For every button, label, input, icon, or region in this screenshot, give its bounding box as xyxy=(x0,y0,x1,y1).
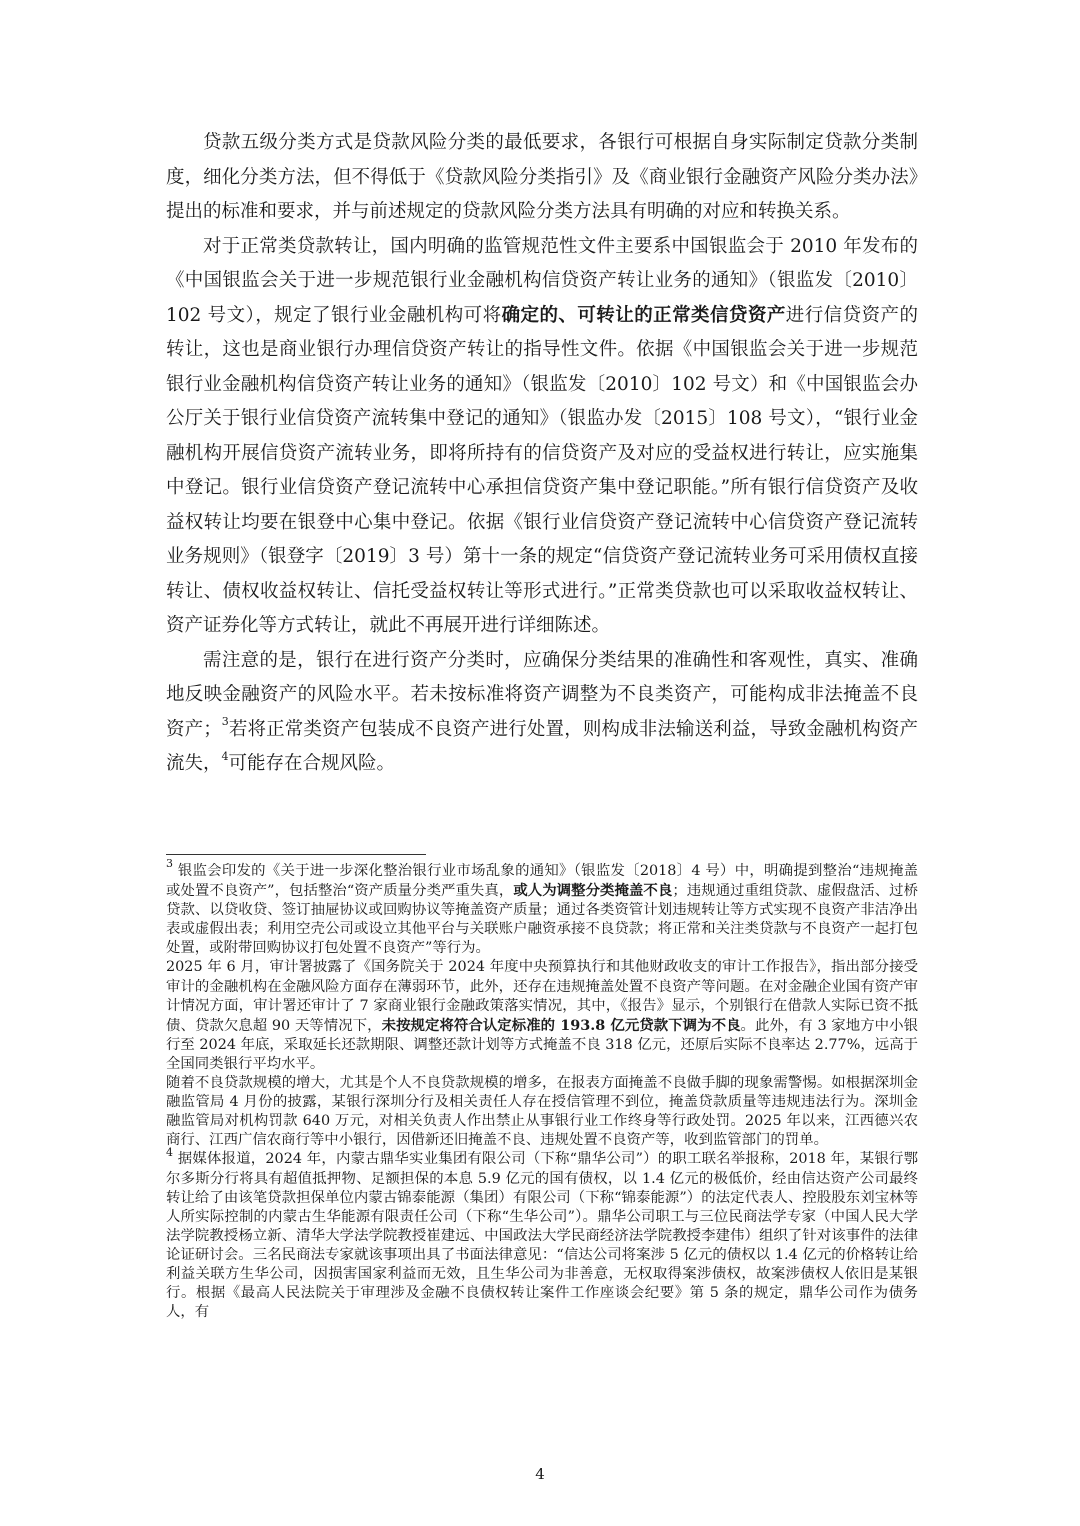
footnote-ref: 3 xyxy=(166,857,173,871)
text-run: ；违规通过重组贷款、虚假盘活、过桥贷款、以贷收贷、签订抽屉协议或回购协议等掩盖资产质量；通过各类资管计划违规转让等方式实现不良资产非洁净出表或虚假出表；利用空壳公司或设立其他平台与关联账户融资承接不良贷款；将正常和关注类贷款与不良资产一起打包处置，或附带回购协议打包处置不良资产”等行为。 xyxy=(166,883,918,957)
text-run: 贷款五级分类方式是贷款风险分类的最低要求，各银行可根据自身实际制定贷款分类制度，细化分类方法，但不得低于《贷款风险分类指引》及《商业银行金融资产风险分类办法》提出的标准和要求，并与前述规定的贷款风险分类方法具有明确的对应和转换关系。 xyxy=(166,132,918,222)
text-run: 随着不良贷款规模的增大，尤其是个人不良贷款规模的增多，在报表方面掩盖不良做手脚的现象需警惕。如根据深圳金融监管局 4 月份的披露，某银行深圳分行及相关责任人存在授信管理不到位，掩盖贷款质量等违规违法行为。深圳金融监管局对机构罚款 640 万元，对相关负责人作出禁止从事银行业工作终身等行政处罚。2025 年以来，江西德兴农商行、江西广信农商行等中小银行，因借新还旧掩盖不良、违规处置不良资产等，收到监管部门的罚单。 xyxy=(166,1075,918,1149)
footnote-3-continued xyxy=(166,1074,918,1150)
bold-text: 或人为调整分类掩盖不良 xyxy=(513,882,673,900)
footnote-ref: 4 xyxy=(221,749,229,763)
text-run: 可能存在合规风险。 xyxy=(228,753,396,774)
text-run: 2025 年 6 月，审计署披露了《国务院关于 2024 年度中央预算执行和其他财政收支的审计工作报告》，指出部分接受审计的金融机构在金融风险方面存在薄弱环节，此外，还存在违规掩盖处置不良资产等问题。在对金融企业国有资产审计情况方面，审计署还审计了 7 家商业银行金融政策落实情况，其中，《报告》显示，个别银行在借款人实际已资不抵债、贷款欠息超 90 天等情况下， xyxy=(166,959,918,1034)
body-paragraph xyxy=(166,644,918,782)
footnote-ref: 3 xyxy=(221,715,229,729)
footnote-separator xyxy=(166,854,426,855)
text-run: 若将正常类资产包装成不良资产进行处置，则构成非法输送利益，导致金融机构资产流失， xyxy=(166,718,918,774)
text-run: 对于正常类贷款转让，国内明确的监管规范性文件主要系中国银监会于 2010 年发布的《中国银监会关于进一步规范银行业金融机构信贷资产转让业务的通知》（银监发〔2010〕102 号文），规定了银行业金融机构可将 xyxy=(166,235,918,326)
text-run: 进行信贷资产的转让，这也是商业银行办理信贷资产转让的指导性文件。依据《中国银监会关于进一步规范银行业金融机构信贷资产转让业务的通知》（银监发〔2010〕102 号文）和《中国银监会办公厅关于银行业信贷资产流转集中登记的通知》（银监办发〔2015〕108 号文），“银行业金融机构开展信贷资产流转业务，即将所持有的信贷资产及对应的受益权进行转让，应实施集中登记。银行业信贷资产登记流转中心承担信贷资产集中登记职能。”所有银行信贷资产及收益权转让均要在银登中心集中登记。依据《银行业信贷资产登记流转中心信贷资产登记流转业务规则》（银登字〔2019〕3 号）第十一条的规定“信贷资产登记流转业务可采用债权直接转让、债权收益权转让、信托受益权转让等形式进行。”正常类贷款也可以采取收益权转让、资产证券化等方式转让，就此不再展开进行详细陈述。 xyxy=(166,304,918,636)
body-paragraph xyxy=(166,230,918,644)
text-run: 据媒体报道，2024 年，内蒙古鼎华实业集团有限公司（下称“鼎华公司”）的职工联名举报称，2018 年，某银行鄂尔多斯分行将具有超值抵押物、足额担保的本息 5.9 亿元的国有债权，以 1.4 亿元的极低价，经由信达资产公司最终转让给了由该笔贷款担保单位内蒙古锦泰能源（集团）有限公司（下称“锦泰能源”）的法定代表人、控股股东刘宝林等人所实际控制的内蒙古生华能源有限责任公司（下称“生华公司”）。鼎华公司职工与三位民商法学专家（中国人民大学法学院教授杨立新、清华大学法学院教授崔建远、中国政法大学民商经济法学院教授李建伟）组织了针对该事件的法律论证研讨会。三名民商法专家就该事项出具了书面法律意见：“信达公司将案涉 5 亿元的债权以 1.4 亿元的价格转让给利益关联方生华公司，因损害国家利益而无效，且生华公司为非善意，无权取得案涉债权，故案涉债权人依旧是某银行。根据《最高人民法院关于审理涉及金融不良债权转让案件工作座谈会纪要》第 5 条的规定，鼎华公司作为债务人，有 xyxy=(166,1151,918,1321)
footnote-3-continued xyxy=(166,958,918,1074)
text-run: 银监会印发的《关于进一步深化整治银行业市场乱象的通知》（银监发〔2018〕4 号）中，明确提到整治“违规掩盖或处置不良资产”，包括整治“资产质量分类严重失真， xyxy=(166,863,918,900)
body-text xyxy=(166,126,918,782)
footnotes xyxy=(166,857,918,1322)
body-paragraph xyxy=(166,126,918,230)
page-number: 4 xyxy=(535,1465,545,1483)
footnote-3 xyxy=(166,857,918,958)
bold-text: 未按规定将符合认定标准的 193.8 亿元贷款下调为不良 xyxy=(381,1016,741,1034)
footnote-4 xyxy=(166,1145,918,1322)
bold-text: 确定的、可转让的正常类信贷资产 xyxy=(501,304,786,326)
footnote-ref: 4 xyxy=(166,1145,173,1159)
text-run: 需注意的是，银行在进行资产分类时，应确保分类结果的准确性和客观性，真实、准确地反映金融资产的风险水平。若未按标准将资产调整为不良类资产，可能构成非法掩盖不良资产； xyxy=(166,649,918,740)
text-run: 。此外，有 3 家地方中小银行至 2024 年底，采取延长还款期限、调整还款计划等方式掩盖不良 318 亿元，还原后实际不良率达 2.77%，远高于全国同类银行平均水平。 xyxy=(166,1017,918,1072)
